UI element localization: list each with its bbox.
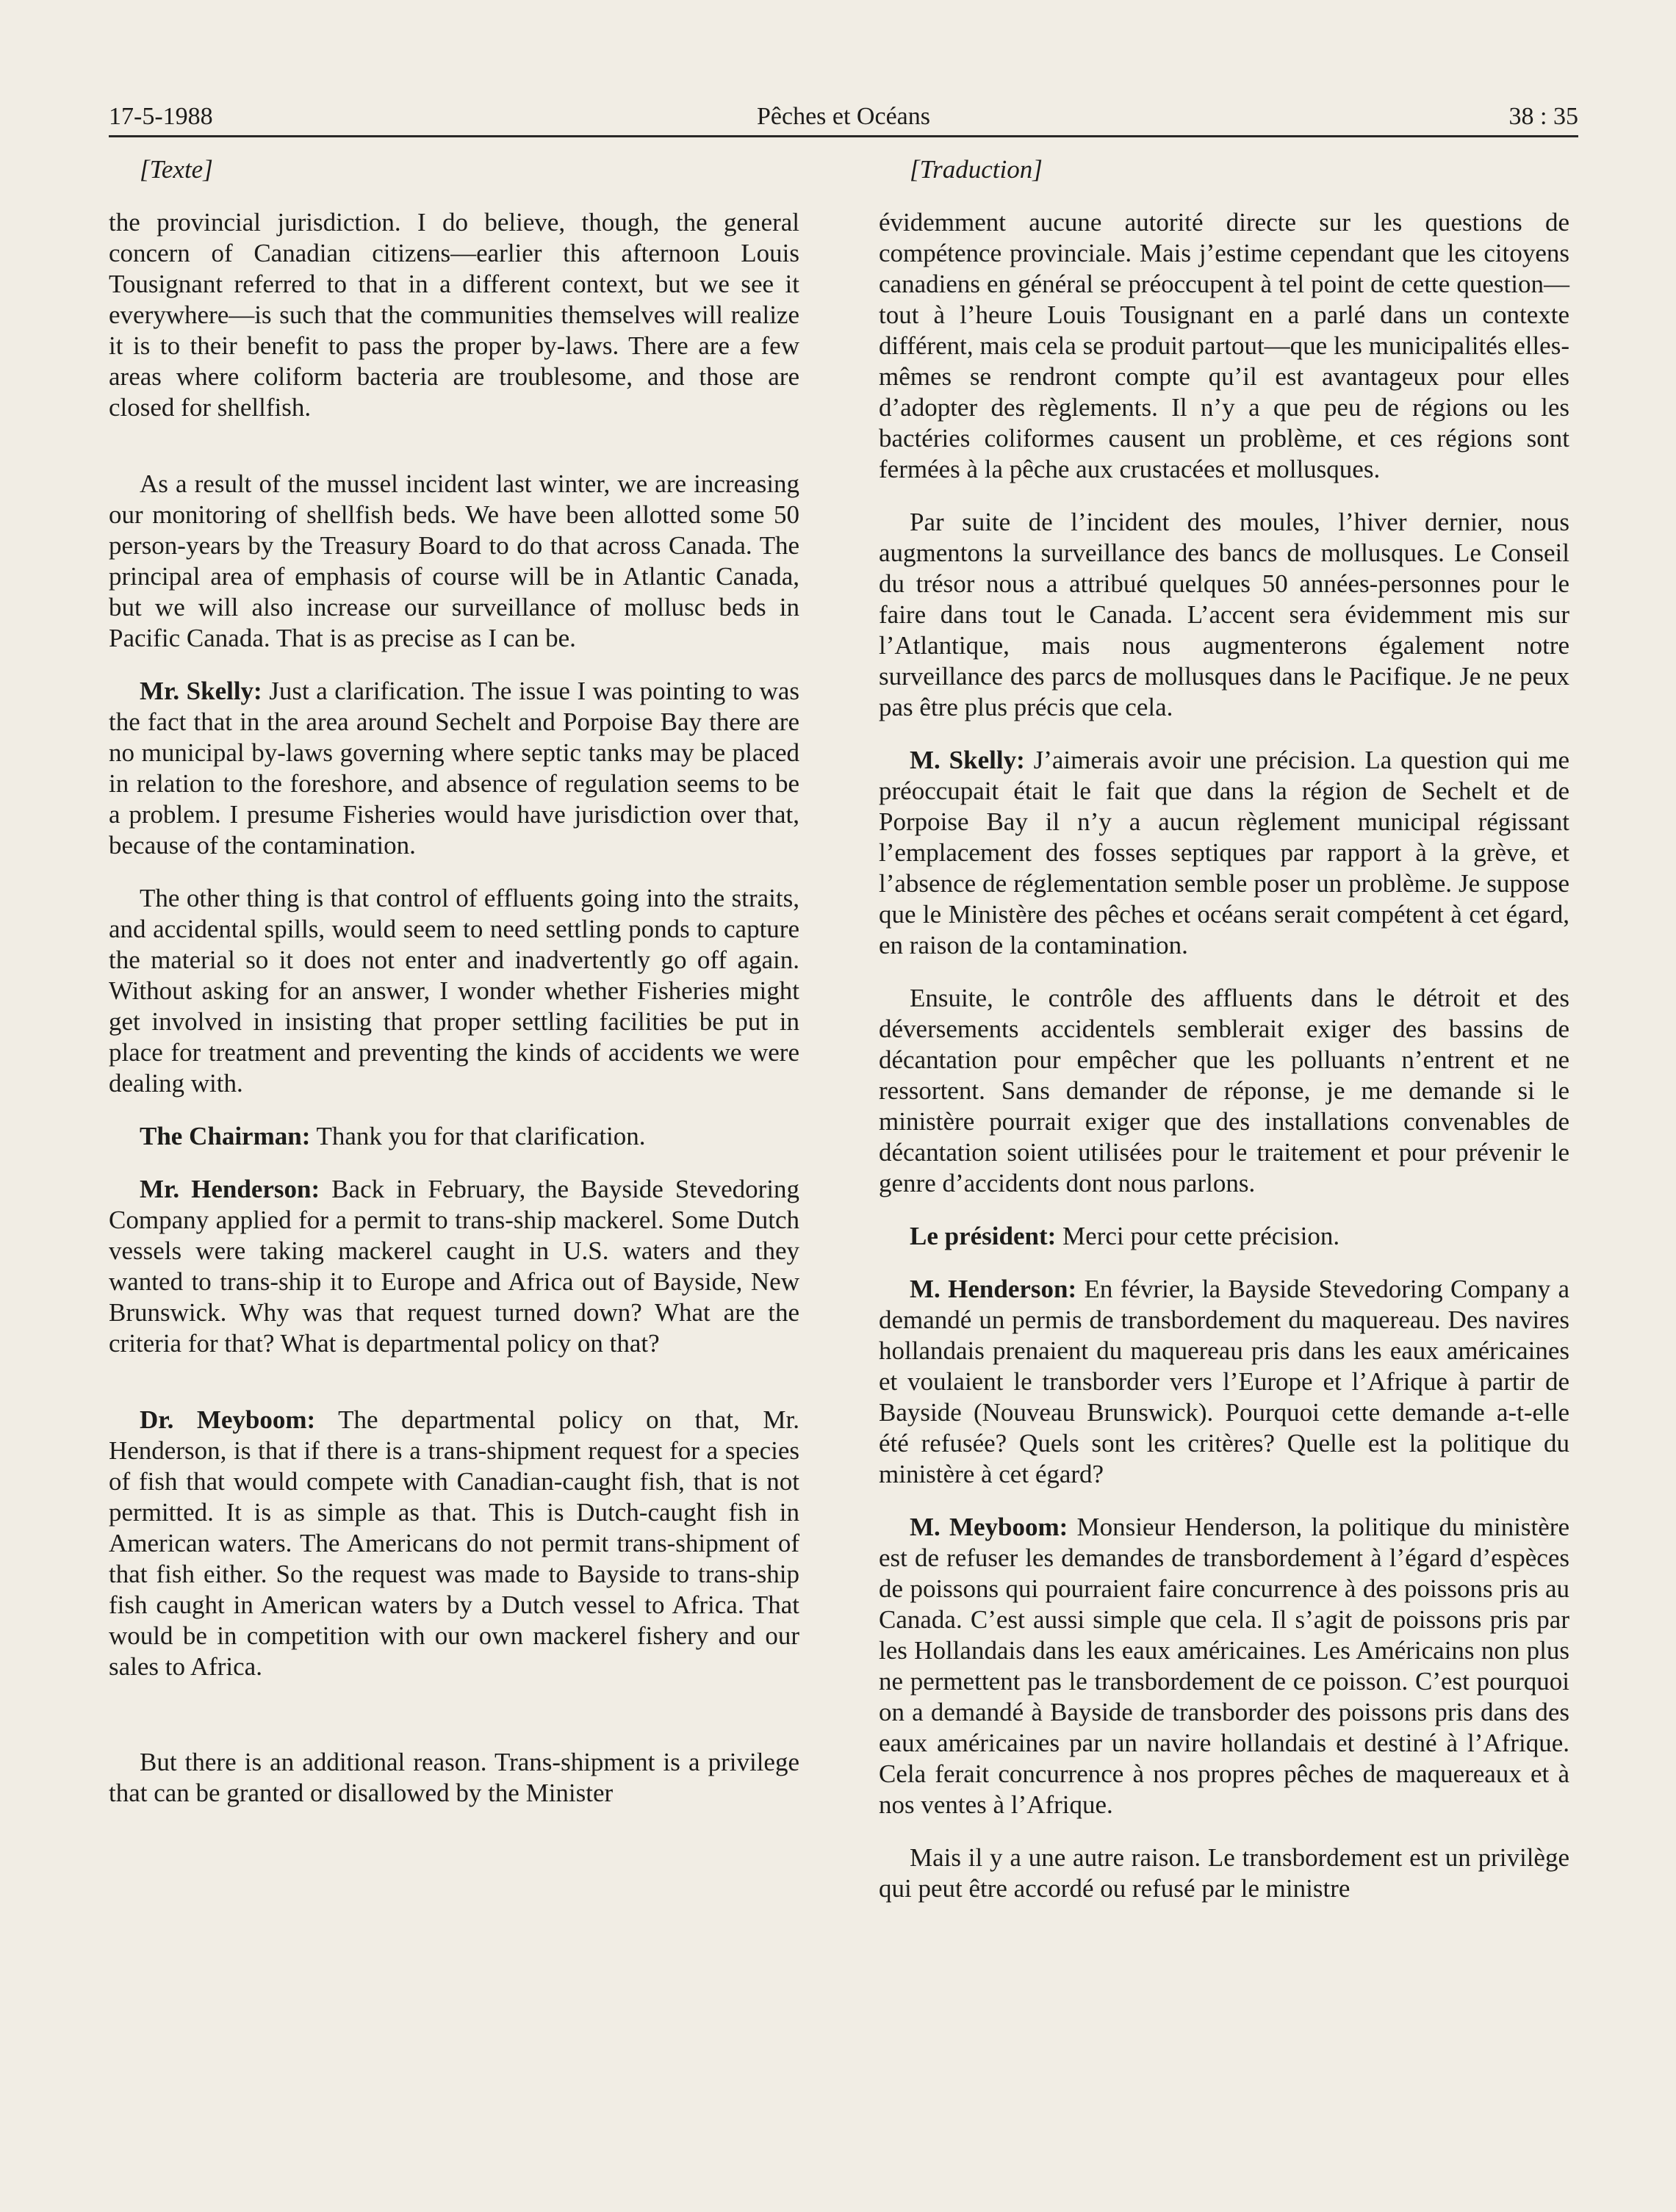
paragraph	[879, 1221, 1569, 1252]
speech-text: J’aimerais avoir une précision. La question qui me préoccupait était le fait que dans la région de Sechelt et de Porpoise Bay il n’y a aucun règlement municipal régissant l’emplacement des fosses septiques par rapport à la grève, et l’absence de réglementation semble poser un problème. Je suppose que le Ministère des pêches et océans serait compétent à cet égard, en raison de la contamination.	[879, 746, 1569, 959]
speaker-name: Mr. Henderson:	[140, 1175, 320, 1203]
paragraph	[109, 1174, 799, 1359]
column-label: [Texte]	[140, 155, 213, 184]
speaker-name: The Chairman:	[140, 1122, 311, 1150]
speech-text: En février, la Bayside Stevedoring Company a demandé un permis de transbordement du maquereau. Des navires hollandais prenaient du maquereau pris dans les eaux américaines et voulaient le transborder vers l’Europe et l’Afrique à partir de Bayside (Nouveau Brunswick). Pourquoi cette demande a-t-elle été refusée? Quels sont les critères? Quelle est la politique du ministère à cet égard?	[879, 1275, 1569, 1488]
header-page-number: 38 : 35	[1508, 103, 1578, 130]
speaker-name: M. Meyboom:	[910, 1513, 1068, 1541]
paragraph	[109, 1121, 799, 1152]
speech-text: Thank you for that clarification.	[310, 1122, 646, 1150]
speaker-name: M. Skelly:	[910, 746, 1025, 774]
paragraph: Mais il y a une autre raison. Le transbordement est un privilège qui peut être accordé ou refusé par le ministre	[879, 1843, 1569, 1903]
paragraph: The other thing is that control of effluents going into the straits, and accidental spills, would seem to need settling ponds to capture the material so it does not enter and inadvertently go off again. Without asking for an answer, I wonder whether Fisheries might get involved in insisting that proper settling facilities be put in place for treatment and preventing the kinds of accidents we were dealing with.	[109, 884, 799, 1098]
paragraph: But there is an additional reason. Trans-shipment is a privilege that can be granted or disallowed by the Minister	[109, 1748, 799, 1807]
french-column	[879, 154, 1569, 1926]
speech-text: Merci pour cette précision.	[1056, 1222, 1340, 1250]
paragraph: Par suite de l’incident des moules, l’hiver dernier, nous augmentons la surveillance des bancs de mollusques. Le Conseil du trésor nous a attribué quelques 50 années-personnes pour le faire dans tout le Canada. L’accent sera évidemment mis sur l’Atlantique, mais nous augmenterons également notre surveillance des parcs de mollusques dans le Pacifique. Je ne peux pas être plus précis que cela.	[879, 508, 1569, 721]
paragraph	[879, 1512, 1569, 1820]
column-label: [Traduction]	[910, 155, 1043, 184]
paragraph: Ensuite, le contrôle des affluents dans le détroit et des déversements accidentels semblerait exiger des bassins de décantation pour empêcher que les polluants n’entrent et ne ressortent. Sans demander de réponse, je me demande si le ministère pourrait exiger que des installations convenables de décantation soient utilisées pour le traitement et pour prévenir le genre d’accidents dont nous parlons.	[879, 984, 1569, 1197]
speech-text: Back in February, the Bayside Stevedoring Company applied for a permit to trans-ship mackerel. Some Dutch vessels were taking mackerel caught in U.S. waters and they wanted to trans-ship it to Europe and Africa out of Bayside, New Brunswick. Why was that request turned down? What are the criteria for that? What is departmental policy on that?	[109, 1175, 800, 1358]
paragraph	[109, 676, 799, 861]
speech-text: Just a clarification. The issue I was pointing to was the fact that in the area around Sechelt and Porpoise Bay there are no municipal by-laws governing where septic tanks may be placed in relation to the foreshore, and absence of regulation seems to be a problem. I presume Fisheries would have jurisdiction over that, because of the contamination.	[109, 677, 799, 860]
paragraph: évidemment aucune autorité directe sur les questions de compétence provinciale. Mais j’estime cependant que les citoyens canadiens en général se préoccupent à tel point de cette question—tout à l’heure Louis Tousignant en a parlé dans un contexte différent, mais cela se produit partout—que les municipalités elles-mêmes se rendront compte qu’il est avantageux pour elles d’adopter des règlements. Il n’y a que peu de régions ou les bactéries coliformes causent un problème, et ces régions sont fermées à la pêche aux crustacées et mollusques.	[879, 208, 1569, 483]
speech-text: The departmental policy on that, Mr. Henderson, is that if there is a trans-shipment request for a species of fish that would compete with Canadian-caught fish, that is not permitted. It is as simple as that. This is Dutch-caught fish in American waters. The Americans do not permit trans-shipment of that fish either. So the request was made to Bayside to trans-ship fish caught in American waters by a Dutch vessel to Africa. That would be in competition with our own mackerel fishery and our sales to Africa.	[109, 1405, 799, 1681]
speaker-name: Dr. Meyboom:	[140, 1405, 316, 1434]
speech-text: Monsieur Henderson, la politique du ministère est de refuser les demandes de transbordement à l’égard d’espèces de poissons qui pourraient faire concurrence à des poissons pris au Canada. C’est aussi simple que cela. Il s’agit de poissons pris par les Hollandais dans les eaux américaines. Les Américains non plus ne permettent pas le transbordement de ce poisson. C’est pourquoi on a demandé à Bayside de transborder des poissons pris dans des eaux américaines par un navire hollandais et destiné à l’Afrique. Cela ferait concurrence à nos propres pêches de maquereaux et à nos ventes à l’Afrique.	[879, 1513, 1569, 1819]
paragraph	[109, 1405, 799, 1682]
speaker-name: Le président:	[910, 1222, 1057, 1250]
header-date: 17-5-1988	[109, 103, 213, 130]
paragraph	[879, 1274, 1569, 1490]
paragraph	[879, 745, 1569, 961]
paragraph: As a result of the mussel incident last winter, we are increasing our monitoring of shellfish beds. We have been allotted some 50 person-years by the Treasury Board to do that across Canada. The principal area of emphasis of course will be in Atlantic Canada, but we will also increase our surveillance of mollusc beds in Pacific Canada. That is as precise as I can be.	[109, 469, 799, 652]
english-column	[109, 154, 799, 1831]
speaker-name: Mr. Skelly:	[140, 677, 262, 705]
speaker-name: M. Henderson:	[910, 1275, 1077, 1303]
page-header	[109, 97, 1578, 137]
paragraph: the provincial jurisdiction. I do believe, though, the general concern of Canadian citizens—earlier this afternoon Louis Tousignant referred to that in a different context, but we see it everywhere—is such that the communities themselves will realize it is to their benefit to pass the proper by-laws. There are a few areas where coliform bacteria are troublesome, and those are closed for shellfish.	[109, 208, 799, 422]
header-title: Pêches et Océans	[756, 103, 930, 130]
